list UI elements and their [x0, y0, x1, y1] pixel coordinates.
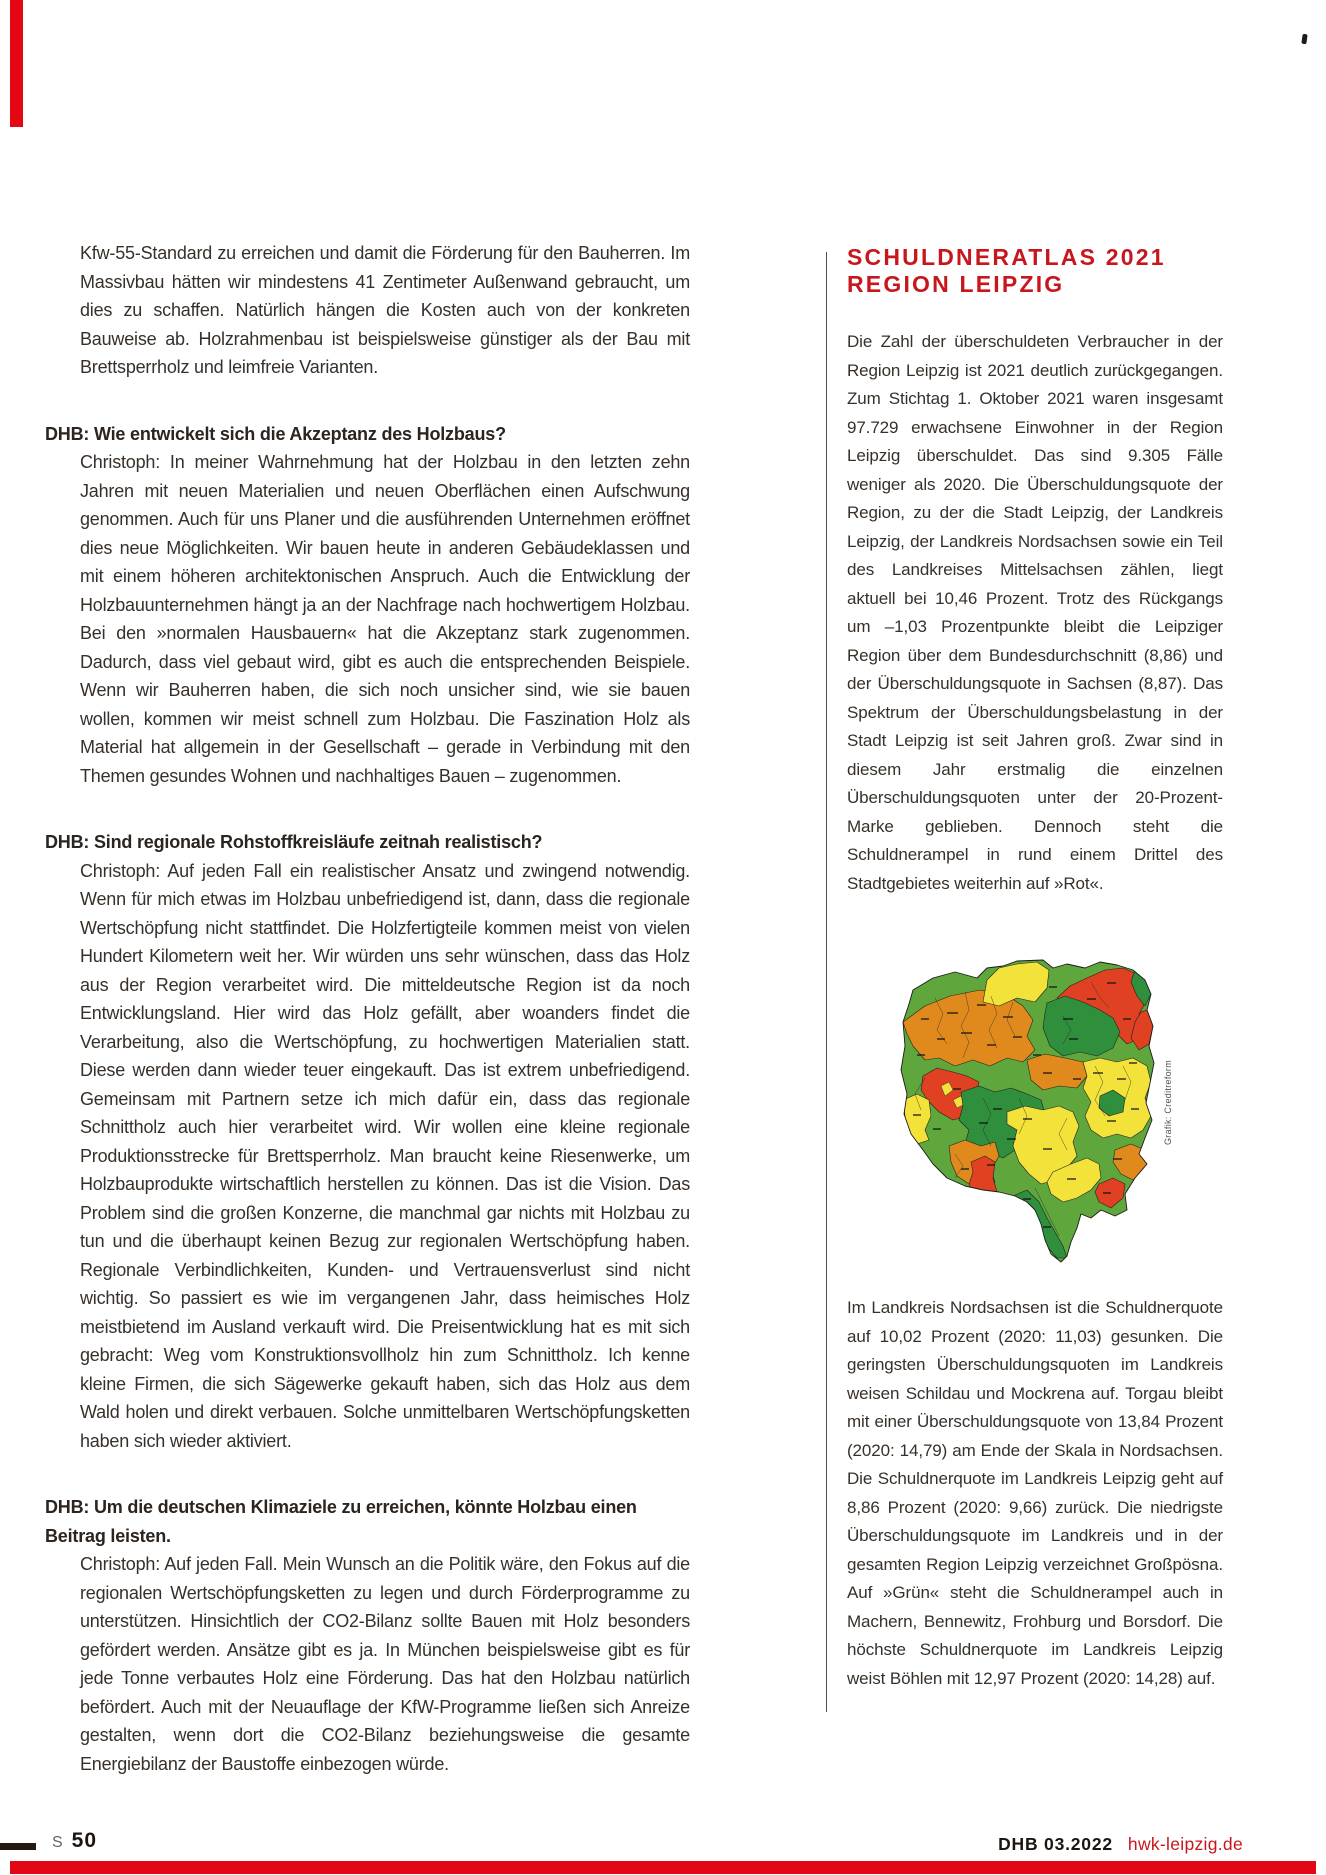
sidebar-heading [847, 244, 1223, 298]
map-graphic [895, 958, 1157, 1263]
website-link[interactable]: hwk-leipzig.de [1127, 1834, 1243, 1854]
sidebar-paragraph-1: Die Zahl der überschuldeten Verbraucher in der Region Leipzig ist 2021 deutlich zurückgegangen. Zum Stichtag 1. Oktober 2021 waren insgesamt 97.729 erwachsene Einwohner in der Region Leipzig überschuldet. Das sind 9.305 Fälle weniger als 2020. Die Überschuldungsquote der Region, zu der die Stadt Leipzig, der Landkreis Leipzig, der Landkreis Nordsachsen sowie ein Teil des Landkreises Mittelsachsen zählen, liegt aktuell bei 10,46 Prozent. Trotz des Rückgangs um –1,03 Prozentpunkte bleibt die Leipziger Region über dem Bundesdurchschnitt (8,86) und der Überschuldungsquote in Sachsen (8,87). Das Spektrum der Überschuldungsbelastung in der Stadt Leipzig ist seit Jahren groß. Zwar sind in diesem Jahr erstmalig die einzelnen Überschuldungsquoten unter der 20-Prozent-Marke geblieben. Dennoch steht die Schuldnerampel in rund einem Drittel des Stadtgebietes weiterhin auf »Rot«. [847, 332, 1223, 893]
continuation-paragraph: Kfw-55-Standard zu erreichen und damit die Förderung für den Bauherren. Im Massivbau hätten wir mindestens 41 Zentimeter Außenwand gebraucht, um dies zu schaffen. Natürlich hängen die Kosten auch von der konkreten Bauweise ab. Holzrahmenbau ist beispielsweise günstiger als der Bau mit Brettsperrholz und leimfreie Varianten. [80, 243, 690, 377]
sidebar-paragraph-2: Im Landkreis Nordsachsen ist die Schuldnerquote auf 10,02 Prozent (2020: 11,03) gesunken. Die geringsten Überschuldungsquoten im Landkreis weisen Schildau und Mockrena auf. Torgau bleibt mit einer Überschuldungsquote von 13,84 Prozent (2020: 14,79) am Ende der Skala in Nordsachsen. Die Schuldnerquote im Landkreis Leipzig geht auf 8,86 Prozent (2020: 9,66) zurück. Die niedrigste Überschuldungsquote im Landkreis und in der gesamten Region Leipzig verzeichnet Großpösna. Auf »Grün« steht die Schuldnerampel auch in Machern, Bennewitz, Frohburg und Borsdorf. Die höchste Schuldnerquote im Landkreis Leipzig weist Böhlen mit 12,97 Prozent (2020: 14,28) auf. [847, 1298, 1223, 1688]
red-accent-bar-left [10, 0, 23, 127]
interview-article [45, 239, 690, 1778]
footer-right-group [998, 1834, 1243, 1855]
interview-answer-2: Christoph: Auf jeden Fall ein realistischer Ansatz und zwingend notwendig. Wenn für mich etwas im Holzbau unbefriedigend ist, dann, dass die regionale Wertschöpfung nicht stattfindet. Die Holzfertigteile kommen meist von vielen Hundert Kilometern weit her. Wir würden uns sehr wünschen, dass das Holz aus der Region verarbeitet wird. Die mitteldeutsche Region ist da noch Entwicklungsland. Hier wird das Holz gefällt, aber woanders findet die Verarbeitung, also die Wertschöpfung, zu hochwertigen Materialien statt. Diese werden dann wieder teuer eingekauft. Das ist extrem unbefriedigend. Gemeinsam mit Partnern setze ich mich dafür ein, dass das regionale Schnittholz auch hier verarbeitet wird. Wir wollen eine kleine regionale Produktionsstrecke für Brettsperrholz. Man braucht keine Riesenwerke, um Holzbauprodukte wirtschaftlich herstellen zu können. Das ist die Vision. Das Problem sind die großen Konzerne, die manchmal gar nichts mit Holzbau zu tun und die überhaupt keinen Bezug zur regionalen Wertschöpfung haben. Regionale Verbindlichkeiten, Kunden- und Vertrauensverlust sind nicht wichtig. So passiert es wie im vergangenen Jahr, dass heimisches Holz meistbietend im Ausland verkauft wird. Die Preisentwicklung hat es mit sich gebracht: Weg vom Konstruktionsvollholz hin zum Schnittholz. Ich kenne kleine Firmen, die sich Sägewerke gekauft haben, sich das Holz aus dem Wald holen und direkt verbauen. Solche unmittelbaren Wertschöpfungsketten haben sich wieder aktiviert. [80, 860, 690, 1451]
interview-question-3: DHB: Um die deutschen Klimaziele zu erreichen, könnte Holzbau einen Beitrag leisten. [45, 1497, 637, 1546]
page-number-group [52, 1829, 97, 1853]
interview-question-1: DHB: Wie entwickelt sich die Akzeptanz des Holzbaus? [45, 423, 506, 444]
interview-answer-1: Christoph: In meiner Wahrnehmung hat der Holzbau in den letzten zehn Jahren mit neuen Materialien und neuen Oberflächen einen Aufschwung genommen. Auch für uns Planer und die ausführenden Unternehmen eröffnet dies neue Möglichkeiten. Wir bauen heute in anderen Gebäudeklassen und mit einem höheren architektonischen Anspruch. Auch die Entwicklung der Holzbauunternehmen hängt ja an der Nachfrage nach hochwertigem Holzbau. Bei den »normalen Hausbauern« hat die Akzeptanz stark zugenommen. Dadurch, dass viel gebaut wird, gibt es auch die entsprechenden Beispiele. Wenn wir Bauherren haben, die sich noch unsicher sind, wie sie bauen wollen, kommen wir meist schnell zum Holzbau. Die Faszination Holz als Material hat allgemein in der Gesellschaft – gerade in Verbindung mit den Themen gesundes Wohnen und nachhaltiges Bauen – zugenommen. [80, 452, 690, 786]
page-number: 50 [71, 1829, 98, 1852]
sidebar-heading-line-2: REGION LEIPZIG [847, 271, 1065, 297]
sidebar-schuldneratlas [847, 244, 1223, 898]
issue-label: DHB 03.2022 [998, 1834, 1113, 1854]
page-corner-mark [1301, 34, 1307, 45]
map-credit-caption: Grafik: Creditreform [1163, 1059, 1173, 1145]
column-divider-rule [826, 252, 827, 1712]
schuldneratlas-choropleth-map [895, 958, 1157, 1263]
red-accent-bar-bottom [10, 1861, 1316, 1874]
interview-answer-3: Christoph: Auf jeden Fall. Mein Wunsch an die Politik wäre, den Fokus auf die regionalen Wertschöpfungsketten zu legen und durch Förderprogramme zu unterstützen. Hinsichtlich der CO2-Bilanz sollte Bauen mit Holz besonders gefördert werden. Ansätze gibt es ja. In München beispielsweise gibt es für jede Tonne verbautes Holz eine Förderung. Das hat den Holzbau natürlich befördert. Auch mit der Neuauflage der KfW-Programme ließen sich Anreize gestalten, wenn dort die CO2-Bilanz beziehungsweise die gesamte Energiebilanz der Baustoffe einbezogen würde. [80, 1554, 690, 1774]
interview-question-2: DHB: Sind regionale Rohstoffkreisläufe zeitnah realistisch? [45, 832, 543, 852]
footer-dash-rule [0, 1843, 36, 1850]
sidebar-heading-line-1: SCHULDNERATLAS 2021 [847, 244, 1166, 270]
page-prefix: S [52, 1834, 63, 1851]
